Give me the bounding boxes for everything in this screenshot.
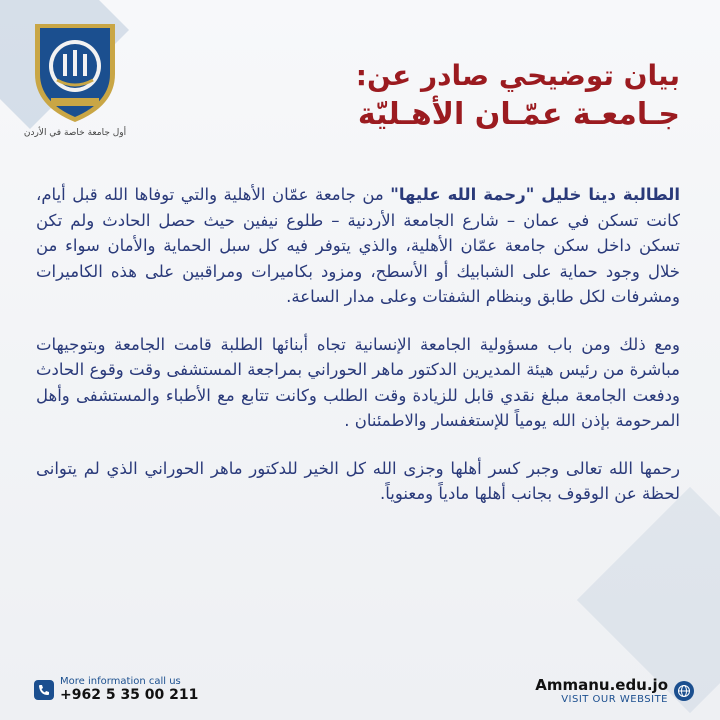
title-line-2: جـامعـة عمّـان الأهـليّة (357, 97, 680, 132)
visit-label: VISIT OUR WEBSITE (561, 694, 668, 705)
statement-body (36, 182, 680, 529)
globe-icon (674, 681, 694, 701)
statement-title (220, 58, 680, 136)
paragraph-3: رحمها الله تعالى وجبر كسر أهلها وجزى الله كل الخير للدكتور ماهر الحوراني الذي لم يتوانى لحظة عن الوقوف بجانب أهلها مادياً ومعنوياً. (36, 458, 680, 503)
university-crest-icon (27, 14, 123, 126)
phone-number[interactable]: +962 5 35 00 211 (60, 687, 199, 703)
website-link[interactable]: Ammanu.edu.jo (535, 676, 668, 694)
phone-icon (34, 680, 54, 700)
paragraph-2: ومع ذلك ومن باب مسؤولية الجامعة الإنسانية تجاه أبنائها الطلبة قامت الجامعة وبتوجيهات مباشرة من رئيس هيئة المديرين الدكتور ماهر الحوراني بمراجعة المستشفى وقت وقوع الحادث ودفعت الجامعة مبلغ نقدي قابل للزيادة وقت الطلب وكانت تتابع مع الأطباء والمستشفى وأهل المرحومة بإذن الله يومياً للإستغفسار والاطمئنان . (36, 334, 680, 430)
contact-label: More information call us (60, 676, 181, 687)
website-block[interactable] (535, 676, 694, 705)
logo-caption: أول جامعة خاصة في الأردن (23, 128, 127, 138)
paragraph-1-text: من جامعة عمّان الأهلية والتي توفاها الله قبل أيام، كانت تسكن في عمان – شارع الجامعة الأردنية – طلوع نيفين حيث حصل الحادث ولم تكن تسكن داخل سكن جامعة عمّان الأهلية، والذي يتوفر فيه كل سبل الحماية والأمان سواء من خلال وجود حماية على الشبابيك أو الأسطح، ومزود بكاميرات ومراقبين على هذه الكاميرات ومشرفات لكل طابق وبنظام الشفتات وعلى مدار الساعة. (36, 185, 680, 306)
title-line-1: بيان توضيحي صادر عن: (355, 59, 680, 92)
paragraph-1 (36, 182, 680, 310)
contact-block[interactable] (34, 676, 198, 703)
footer (0, 670, 720, 720)
student-name-lead: الطالبة دينا خليل "رحمة الله عليها" (390, 185, 680, 204)
university-logo (20, 14, 130, 154)
